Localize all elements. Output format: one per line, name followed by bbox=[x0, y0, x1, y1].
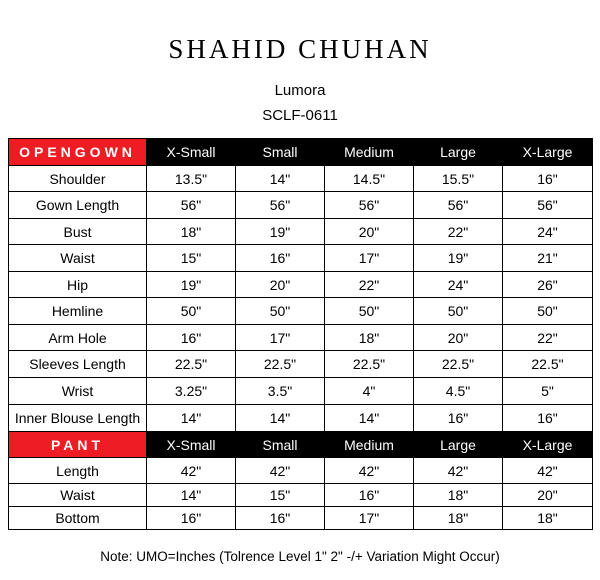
table-row bbox=[9, 192, 593, 219]
measurement-value: 18" bbox=[503, 507, 593, 530]
table-row bbox=[9, 245, 593, 272]
measurement-value: 24" bbox=[414, 272, 503, 298]
measurement-value: 50" bbox=[503, 298, 593, 325]
table-row bbox=[9, 325, 593, 351]
measurement-value: 56" bbox=[147, 192, 236, 219]
measurement-value: 16" bbox=[325, 484, 414, 507]
table-row bbox=[9, 351, 593, 378]
measurement-value: 21" bbox=[503, 245, 593, 272]
table-row bbox=[9, 458, 593, 484]
size-header-cell: Large bbox=[414, 139, 503, 166]
measurement-value: 42" bbox=[147, 458, 236, 484]
size-header-cell: Large bbox=[414, 432, 503, 458]
measurement-value: 19" bbox=[147, 272, 236, 298]
measurement-value: 18" bbox=[147, 219, 236, 245]
measurement-value: 56" bbox=[325, 192, 414, 219]
measurement-label: Waist bbox=[9, 484, 147, 507]
measurement-value: 13.5" bbox=[147, 166, 236, 192]
measurement-value: 20" bbox=[236, 272, 325, 298]
size-header-cell: X-Large bbox=[503, 139, 593, 166]
section-title: PANT bbox=[9, 432, 147, 458]
measurement-value: 16" bbox=[236, 245, 325, 272]
measurement-label: Arm Hole bbox=[9, 325, 147, 351]
measurement-value: 14.5" bbox=[325, 166, 414, 192]
measurement-value: 19" bbox=[236, 219, 325, 245]
table-row bbox=[9, 484, 593, 507]
measurement-value: 56" bbox=[503, 192, 593, 219]
measurement-value: 20" bbox=[325, 219, 414, 245]
table-row bbox=[9, 166, 593, 192]
size-header-cell: X-Small bbox=[147, 139, 236, 166]
measurement-label: Bottom bbox=[9, 507, 147, 530]
measurement-value: 4.5" bbox=[414, 378, 503, 405]
measurement-value: 14" bbox=[236, 166, 325, 192]
measurement-value: 4" bbox=[325, 378, 414, 405]
measurement-label: Hemline bbox=[9, 298, 147, 325]
measurement-value: 16" bbox=[236, 507, 325, 530]
measurement-label: Waist bbox=[9, 245, 147, 272]
measurement-value: 3.5" bbox=[236, 378, 325, 405]
measurement-value: 16" bbox=[503, 405, 593, 432]
measurement-value: 15.5" bbox=[414, 166, 503, 192]
measurement-value: 50" bbox=[147, 298, 236, 325]
section-header-row bbox=[9, 432, 593, 458]
measurement-value: 56" bbox=[236, 192, 325, 219]
measurement-value: 17" bbox=[325, 245, 414, 272]
measurement-value: 18" bbox=[414, 507, 503, 530]
measurement-value: 50" bbox=[236, 298, 325, 325]
measurement-value: 22.5" bbox=[325, 351, 414, 378]
measurement-value: 42" bbox=[236, 458, 325, 484]
measurement-label: Shoulder bbox=[9, 166, 147, 192]
measurement-value: 22" bbox=[414, 219, 503, 245]
measurement-value: 15" bbox=[147, 245, 236, 272]
measurement-value: 22.5" bbox=[503, 351, 593, 378]
measurement-label: Wrist bbox=[9, 378, 147, 405]
measurement-value: 26" bbox=[503, 272, 593, 298]
measurement-value: 16" bbox=[503, 166, 593, 192]
section-title: OPENGOWN bbox=[9, 139, 147, 166]
measurement-note: Note: UMO=Inches (Tolrence Level 1" 2" -/+ Variation Might Occur) bbox=[100, 549, 500, 564]
product-code: SCLF-0611 bbox=[262, 107, 338, 124]
measurement-value: 17" bbox=[236, 325, 325, 351]
size-chart-table bbox=[8, 138, 593, 530]
size-header-cell: X-Small bbox=[147, 432, 236, 458]
measurement-value: 16" bbox=[147, 325, 236, 351]
brand-title: SHAHID CHUHAN bbox=[168, 34, 432, 64]
measurement-value: 42" bbox=[325, 458, 414, 484]
measurement-value: 42" bbox=[503, 458, 593, 484]
measurement-label: Bust bbox=[9, 219, 147, 245]
table-row bbox=[9, 219, 593, 245]
measurement-value: 22" bbox=[325, 272, 414, 298]
measurement-value: 14" bbox=[147, 484, 236, 507]
size-header-cell: Small bbox=[236, 139, 325, 166]
measurement-value: 15" bbox=[236, 484, 325, 507]
measurement-value: 16" bbox=[414, 405, 503, 432]
measurement-value: 3.25" bbox=[147, 378, 236, 405]
measurement-label: Gown Length bbox=[9, 192, 147, 219]
measurement-value: 50" bbox=[325, 298, 414, 325]
measurement-label: Length bbox=[9, 458, 147, 484]
measurement-value: 22.5" bbox=[414, 351, 503, 378]
size-header-cell: Small bbox=[236, 432, 325, 458]
measurement-value: 20" bbox=[503, 484, 593, 507]
table-row bbox=[9, 378, 593, 405]
measurement-value: 17" bbox=[325, 507, 414, 530]
table-row bbox=[9, 298, 593, 325]
size-header-cell: Medium bbox=[325, 432, 414, 458]
measurement-value: 14" bbox=[325, 405, 414, 432]
table-row bbox=[9, 272, 593, 298]
measurement-value: 14" bbox=[147, 405, 236, 432]
measurement-value: 50" bbox=[414, 298, 503, 325]
section-header-row bbox=[9, 139, 593, 166]
measurement-value: 18" bbox=[325, 325, 414, 351]
measurement-value: 16" bbox=[147, 507, 236, 530]
measurement-value: 18" bbox=[414, 484, 503, 507]
table-row bbox=[9, 507, 593, 530]
measurement-label: Sleeves Length bbox=[9, 351, 147, 378]
size-header-cell: X-Large bbox=[503, 432, 593, 458]
collection-name: Lumora bbox=[274, 82, 326, 99]
measurement-value: 22.5" bbox=[236, 351, 325, 378]
measurement-value: 5" bbox=[503, 378, 593, 405]
measurement-value: 22.5" bbox=[147, 351, 236, 378]
measurement-value: 56" bbox=[414, 192, 503, 219]
measurement-value: 22" bbox=[503, 325, 593, 351]
measurement-value: 14" bbox=[236, 405, 325, 432]
measurement-label: Hip bbox=[9, 272, 147, 298]
measurement-value: 42" bbox=[414, 458, 503, 484]
size-header-cell: Medium bbox=[325, 139, 414, 166]
measurement-label: Inner Blouse Length bbox=[9, 405, 147, 432]
measurement-value: 24" bbox=[503, 219, 593, 245]
measurement-value: 20" bbox=[414, 325, 503, 351]
measurement-value: 19" bbox=[414, 245, 503, 272]
table-row bbox=[9, 405, 593, 432]
